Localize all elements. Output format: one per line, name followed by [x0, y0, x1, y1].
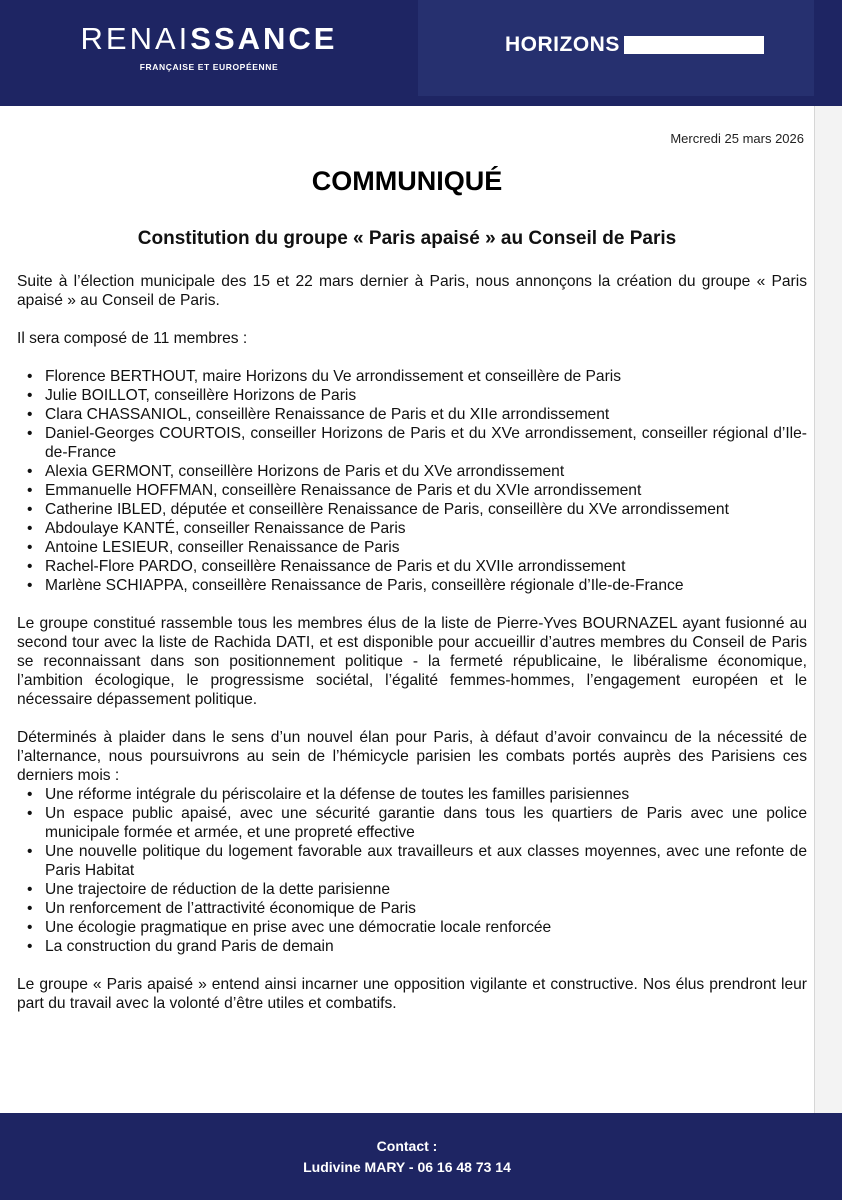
document-body — [17, 272, 807, 1013]
member-item: • Abdoulaye KANTÉ, conseiller Renaissance de Paris — [17, 519, 807, 538]
intro-paragraph: Suite à l’élection municipale des 15 et 22 mars dernier à Paris, nous annonçons la création du groupe « Paris apaisé » au Conseil de Paris. — [17, 273, 807, 309]
member-item: • Emmanuelle HOFFMAN, conseillère Renaissance de Paris et du XVIe arrondissement — [17, 481, 807, 500]
document-date: Mercredi 25 mars 2026 — [670, 131, 804, 146]
priority-item: • La construction du grand Paris de demain — [17, 937, 807, 956]
member-item: • Antoine LESIEUR, conseiller Renaissance de Paris — [17, 538, 807, 557]
member-item: • Florence BERTHOUT, maire Horizons du Ve arrondissement et conseillère de Paris — [17, 367, 807, 386]
contact-block — [0, 1136, 814, 1178]
page-subtitle: Constitution du groupe « Paris apaisé » au Conseil de Paris — [137, 228, 677, 249]
priority-item: • Un espace public apaisé, avec une sécurité garantie dans tous les quartiers de Paris avec une police municipale formée et armée, et une propreté effective — [17, 804, 807, 842]
combat-intro: Déterminés à plaider dans le sens d’un nouvel élan pour Paris, à défaut d’avoir convaincu de la nécessité de l’alternance, nous poursuivrons au sein de l’hémicycle parisien les combats portés auprès des Parisiens ces derniers mois : — [17, 729, 807, 784]
horizons-logo — [505, 30, 764, 60]
priorities-list — [17, 785, 807, 956]
member-item: • Julie BOILLOT, conseillère Horizons de Paris — [17, 386, 807, 405]
renaissance-wordmark-bold: SSANCE — [190, 21, 338, 56]
member-item: • Rachel-Flore PARDO, conseillère Renaissance de Paris et du XVIIe arrondissement — [17, 557, 807, 576]
members-intro: Il sera composé de 11 membres : — [17, 330, 248, 347]
page-title: COMMUNIQUÉ — [311, 166, 503, 196]
renaissance-tagline: FRANÇAISE ET EUROPÉENNE — [139, 62, 279, 72]
header-banner — [0, 0, 842, 106]
priority-item: • Une nouvelle politique du logement favorable aux travailleurs et aux classes moyennes, avec une refonte de Paris Habitat — [17, 842, 807, 880]
priority-item: • Une réforme intégrale du périscolaire et la défense de toutes les familles parisiennes — [17, 785, 807, 804]
priority-item: • Une écologie pragmatique en prise avec une démocratie locale renforcée — [17, 918, 807, 937]
renaissance-logo — [0, 22, 418, 72]
member-item: • Catherine IBLED, députée et conseillère Renaissance de Paris, conseillère du XVe arrondissement — [17, 500, 807, 519]
member-item: • Alexia GERMONT, conseillère Horizons de Paris et du XVe arrondissement — [17, 462, 807, 481]
member-item: • Marlène SCHIAPPA, conseillère Renaissance de Paris, conseillère régionale d’Ile-de-France — [17, 576, 807, 595]
member-item: • Clara CHASSANIOL, conseillère Renaissance de Paris et du XIIe arrondissement — [17, 405, 807, 424]
priority-item: • Un renforcement de l’attractivité économique de Paris — [17, 899, 807, 918]
renaissance-wordmark — [81, 22, 338, 56]
members-list — [17, 367, 807, 595]
contact-person: Ludivine MARY - 06 16 48 73 14 — [303, 1159, 511, 1175]
contact-label: Contact : — [376, 1138, 438, 1154]
horizons-wordmark: HORIZONS — [505, 33, 620, 56]
horizons-bar-icon — [624, 36, 764, 54]
group-paragraph: Le groupe constitué rassemble tous les membres élus de la liste de Pierre-Yves BOURNAZEL ayant fusionné au second tour avec la liste de Rachida DATI, et est disponible pour accueillir d’autres membres du Conseil de Paris se reconnaissant dans son positionnement politique - la fermeté républicaine, le libéralisme économique, l’ambition écologique, le progressisme sociétal, l’égalité femmes-hommes, l’engagement européen et le nécessaire dépassement politique. — [17, 615, 807, 708]
member-item: • Daniel-Georges COURTOIS, conseiller Horizons de Paris et du XVe arrondissement, conseiller régional d’Ile-de-France — [17, 424, 807, 462]
renaissance-wordmark-light: RENAI — [80, 21, 191, 56]
priority-item: • Une trajectoire de réduction de la dette parisienne — [17, 880, 807, 899]
page-edge — [814, 0, 842, 1200]
renaissance-panel — [0, 0, 418, 106]
closing-paragraph: Le groupe « Paris apaisé » entend ainsi incarner une opposition vigilante et constructive. Nos élus prendront leur part du travail avec la volonté d’être utiles et combatifs. — [17, 976, 807, 1012]
